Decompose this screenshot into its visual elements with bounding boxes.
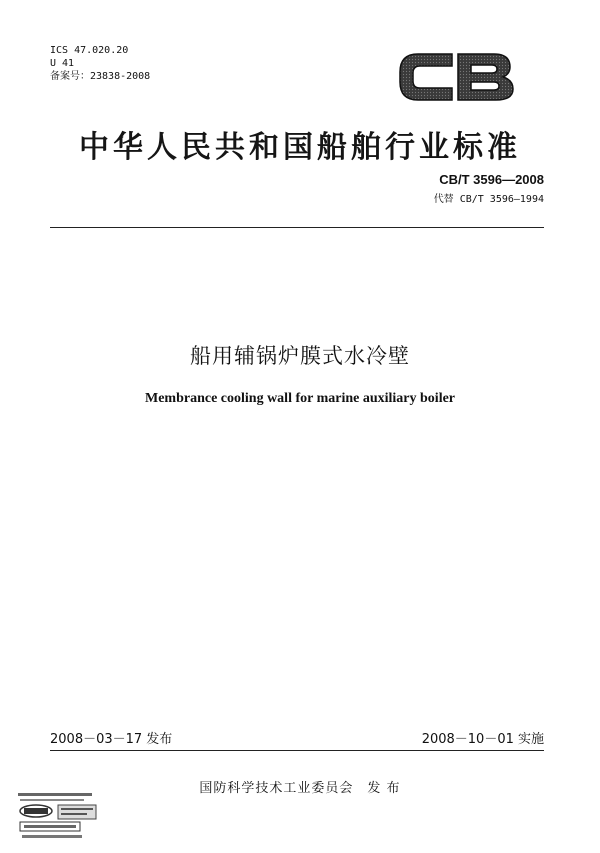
standard-category-title: 中华人民共和国船舶行业标准 <box>79 130 521 165</box>
footer-divider <box>50 750 544 751</box>
ics-code: ICS 47.020.20 <box>50 45 129 56</box>
ccs-code: U 41 <box>50 58 75 69</box>
issue-date: 2008－03－17 发布 <box>50 732 173 747</box>
implementation-date: 2008－10－01 实施 <box>421 732 544 747</box>
replaces-standard: 代替 CB/T 3596—1994 <box>433 194 544 205</box>
cb-logo-icon <box>396 46 518 108</box>
document-title-english: Membrance cooling wall for marine auxiliary boiler <box>144 391 456 406</box>
header-divider <box>50 227 544 228</box>
publisher: 国防科学技术工业委员会 发 布 <box>199 781 401 796</box>
anti-counterfeit-stamp-icon <box>6 791 126 843</box>
document-title-chinese: 船用辅锅炉膜式水冷壁 <box>190 344 410 368</box>
standard-number: CB/T 3596—2008 <box>439 172 544 187</box>
record-number: 备案号：23838-2008 <box>50 71 151 82</box>
